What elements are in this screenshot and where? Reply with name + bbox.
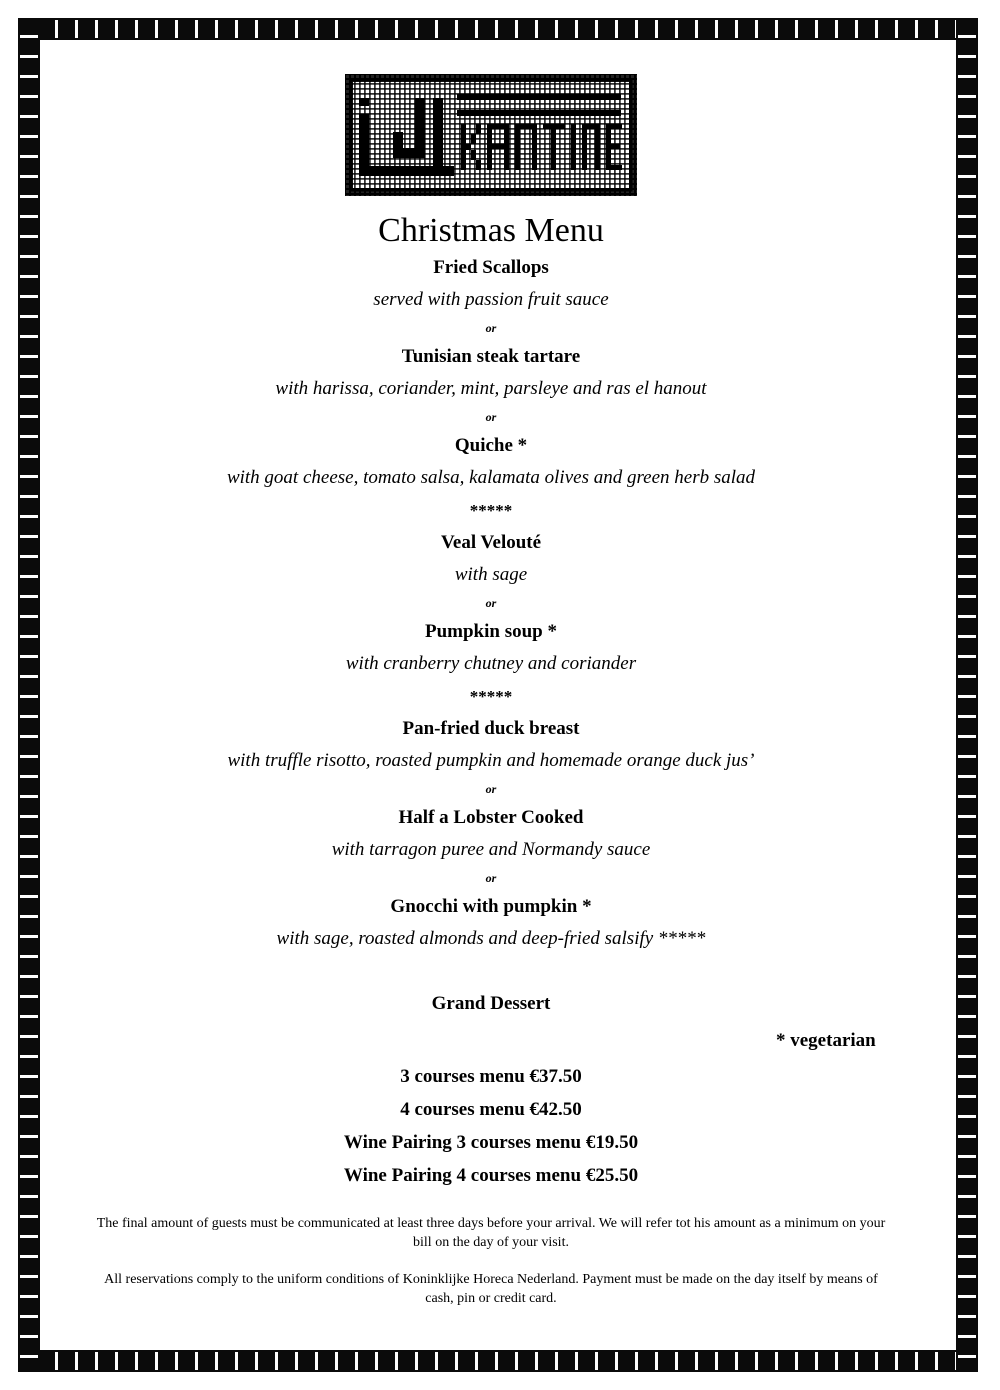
dish-description: served with passion fruit sauce <box>373 289 609 310</box>
dish-description: with sage <box>454 564 528 585</box>
dish-title: Pan-fried duck breast <box>402 718 580 739</box>
menu-title: Christmas Menu <box>378 212 604 249</box>
mosaic-border-top <box>18 18 978 40</box>
kantine-logo <box>345 74 637 196</box>
dish-title: Quiche * <box>454 435 528 456</box>
or-separator: or <box>485 410 497 424</box>
mosaic-border-bottom <box>18 1350 978 1372</box>
dish-title: Veal Velouté <box>440 532 542 553</box>
mosaic-border-left <box>18 18 40 1372</box>
dessert-title: Grand Dessert <box>431 993 551 1014</box>
footer-notes <box>95 1214 887 1326</box>
dish-description: with truffle risotto, roasted pumpkin and homemade orange duck jus’ <box>227 750 755 771</box>
dish-title: Pumpkin soup * <box>424 621 557 642</box>
or-separator: or <box>485 596 497 610</box>
price-list <box>60 1060 922 1192</box>
guests-note: The final amount of guests must be communicated at least three days before your arrival. We will refer tot his amount as a minimum on your bill on the day of your visit. <box>96 1216 886 1250</box>
price-four-courses: 4 courses menu €42.50 <box>400 1099 582 1120</box>
dish-title: Gnocchi with pumpkin * <box>390 896 592 917</box>
dish-description: with tarragon puree and Normandy sauce <box>331 839 651 860</box>
menu-content <box>60 205 922 1020</box>
price-wine-three: Wine Pairing 3 courses menu €19.50 <box>343 1132 639 1153</box>
price-three-courses: 3 courses menu €37.50 <box>400 1066 582 1087</box>
kantine-mosaic-logo-icon <box>345 74 637 196</box>
or-separator: or <box>485 782 497 796</box>
or-separator: or <box>485 871 497 885</box>
dish-description: with sage, roasted almonds and deep-fried salsify ***** <box>276 928 706 949</box>
dish-description: with goat cheese, tomato salsa, kalamata olives and green herb salad <box>226 467 756 488</box>
dish-title: Half a Lobster Cooked <box>398 807 584 828</box>
or-separator: or <box>485 321 497 335</box>
dish-description: with cranberry chutney and coriander <box>345 653 637 674</box>
conditions-note: All reservations comply to the uniform conditions of Koninklijke Horeca Nederland. Payment must be made on the day itself by means of cash, pin or credit card. <box>104 1272 878 1306</box>
course-separator: ***** <box>469 687 513 706</box>
vegetarian-note: * vegetarian <box>776 1030 876 1051</box>
dish-description: with harissa, coriander, mint, parsleye and ras el hanout <box>275 378 707 399</box>
mosaic-border-right <box>956 18 978 1372</box>
price-wine-four: Wine Pairing 4 courses menu €25.50 <box>343 1165 639 1186</box>
course-separator: ***** <box>469 501 513 520</box>
dish-title: Fried Scallops <box>433 257 549 278</box>
dish-title: Tunisian steak tartare <box>401 346 581 367</box>
